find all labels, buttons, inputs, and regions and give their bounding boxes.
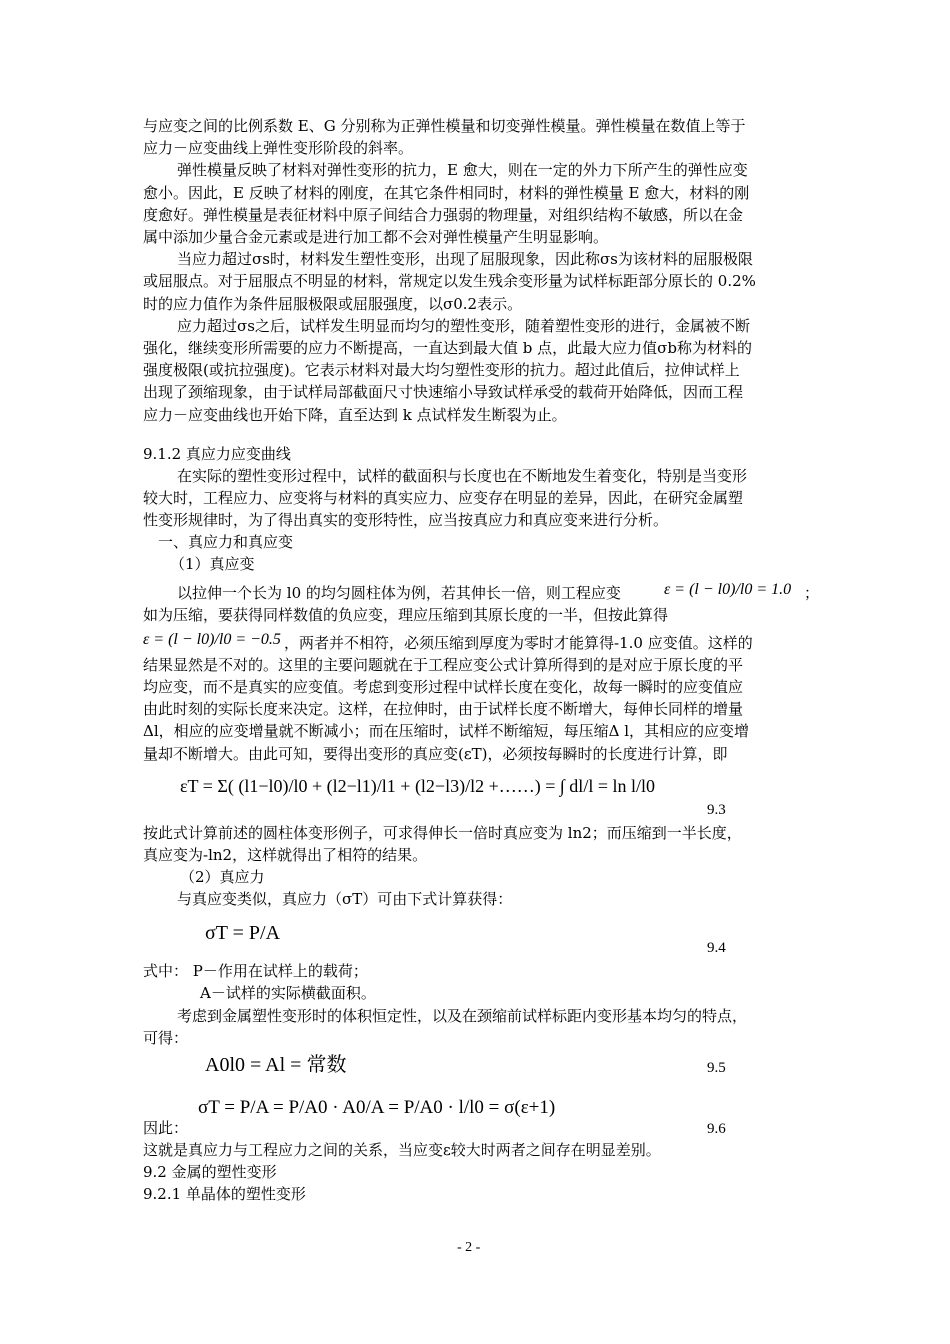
body-text: 愈小。因此，E 反映了材料的刚度，在其它条件相同时，材料的弹性模量 E 愈大，材料的刚 <box>143 184 750 202</box>
body-text: 在实际的塑性变形过程中，试样的截面积与长度也在不断地发生着变化，特别是当变形 <box>177 467 748 485</box>
body-text: 以拉伸一个长为 l0 的均匀圆柱体为例，若其伸长一倍，则工程应变 <box>177 584 621 602</box>
subheading: 一、真应力和真应变 <box>158 533 294 551</box>
equation-inline: ε = (l − l0)/l0 = −0.5 <box>143 631 281 648</box>
equation-9-4: σT = P/A <box>205 922 281 944</box>
body-text: 与应变之间的比例系数 E、G 分别称为正弹性模量和切变弹性模量。弹性模量在数值上等于 <box>143 117 746 135</box>
body-text: 出现了颈缩现象，由于试样局部截面尺寸快速缩小导致试样承受的载荷开始降低，因而工程 <box>143 383 744 401</box>
body-text: 按此式计算前述的圆柱体变形例子，可求得伸长一倍时真应变为 ln2；而压缩到一半长度， <box>143 824 742 842</box>
subheading: （1）真应变 <box>170 555 255 573</box>
equation-number: 9.4 <box>707 940 726 956</box>
body-text: 属中添加少量合金元素或是进行加工都不会对弹性模量产生明显影响。 <box>143 228 609 246</box>
body-text: ，两者并不相符，必须压缩到厚度为零时才能算得-1.0 应变值。这样的 <box>284 634 753 652</box>
body-text: 弹性模量反映了材料对弹性变形的抗力，E 愈大，则在一定的外力下所产生的弹性应变 <box>177 161 748 179</box>
body-text: 性变形规律时，为了得出真实的变形特性，应当按真应力和真应变来进行分析。 <box>143 511 669 529</box>
body-text: 因此： <box>143 1119 189 1137</box>
body-text: 时的应力值作为条件屈服极限或屈服强度，以σ0.2表示。 <box>143 295 523 313</box>
body-text: 较大时，工程应力、应变将与材料的真实应力、应变存在明显的差异，因此，在研究金属塑 <box>143 489 744 507</box>
body-text: 与真应变类似，真应力（σT）可由下式计算获得： <box>177 890 513 908</box>
subheading: （2）真应力 <box>180 868 265 886</box>
section-heading: 9.2.1 单晶体的塑性变形 <box>143 1185 306 1203</box>
body-text: 当应力超过σs时，材料发生塑性变形，出现了屈服现象，因此称σs为该材料的屈服极限 <box>177 250 753 268</box>
equation-inline: ε = (l − l0)/l0 = 1.0 <box>664 581 792 598</box>
body-text: 强度极限(或抗拉强度)。它表示材料对最大均匀塑性变形的抗力。超过此值后，拉伸试样上 <box>143 361 740 379</box>
body-text: 应力超过σs之后，试样发生明显而均匀的塑性变形，随着塑性变形的进行，金属被不断 <box>177 317 750 335</box>
equation-number: 9.6 <box>707 1121 726 1137</box>
equation-9-6: σT = P/A = P/A0 · A0/A = P/A0 · l/l0 = σ(ε+1) <box>198 1097 556 1118</box>
body-text: 考虑到金属塑性变形时的体积恒定性，以及在颈缩前试样标距内变形基本均匀的特点， <box>177 1007 748 1025</box>
body-text: 结果显然是不对的。这里的主要问题就在于工程应变公式计算所得到的是对应于原长度的平 <box>143 656 744 674</box>
body-text: 强化，继续变形所需要的应力不断提高，一直达到最大值 b 点，此最大应力值σb称为材料的 <box>143 339 752 357</box>
body-text: 度愈好。弹性模量是表征材料中原子间结合力强弱的物理量，对组织结构不敏感，所以在金 <box>143 206 744 224</box>
body-text: 应力－应变曲线也开始下降，直至达到 k 点试样发生断裂为止。 <box>143 406 567 424</box>
equation-number: 9.5 <box>707 1060 726 1076</box>
body-text: 这就是真应力与工程应力之间的关系，当应变ε较大时两者之间存在明显差别。 <box>143 1141 661 1159</box>
equation-number: 9.3 <box>707 802 726 818</box>
body-text: 或屈服点。对于屈服点不明显的材料，常规定以发生残余变形量为试样标距部分原长的 0.2% <box>143 272 756 290</box>
body-text: A－试样的实际横截面积。 <box>200 984 376 1002</box>
body-text: ； <box>804 584 820 602</box>
body-text: 量却不断增大。由此可知，要得出变形的真应变(εT)，必须按每瞬时的长度进行计算，即 <box>143 745 728 763</box>
page-number: - 2 - <box>457 1240 481 1255</box>
section-heading: 9.2 金属的塑性变形 <box>143 1163 277 1181</box>
body-text: Δl，相应的应变增量就不断减小；而在压缩时，试样不断缩短，每压缩Δ l，其相应的应变增 <box>143 722 750 740</box>
section-heading: 9.1.2 真应力应变曲线 <box>143 445 291 463</box>
body-text: 均应变，而不是真实的应变值。考虑到变形过程中试样长度在变化，故每一瞬时的应变值应 <box>143 678 744 696</box>
body-text: 应力－应变曲线上弹性变形阶段的斜率。 <box>143 139 414 157</box>
body-text: 由此时刻的实际长度来决定。这样，在拉伸时，由于试样长度不断增大，每伸长同样的增量 <box>143 700 744 718</box>
body-text: 真应变为-ln2，这样就得出了相符的结果。 <box>143 846 428 864</box>
body-text: 可得： <box>143 1029 189 1047</box>
equation-9-5: A0l0 = Al = 常数 <box>205 1054 347 1076</box>
body-text: 如为压缩，要获得同样数值的负应变，理应压缩到其原长度的一半，但按此算得 <box>143 606 669 624</box>
equation-9-3: εT = Σ( (l1−l0)/l0 + (l2−l1)/l1 + (l2−l3)/l2 +……) = ∫ dl/l = ln l/l0 <box>180 776 655 796</box>
body-text: 式中： P－作用在试样上的载荷； <box>143 962 368 980</box>
